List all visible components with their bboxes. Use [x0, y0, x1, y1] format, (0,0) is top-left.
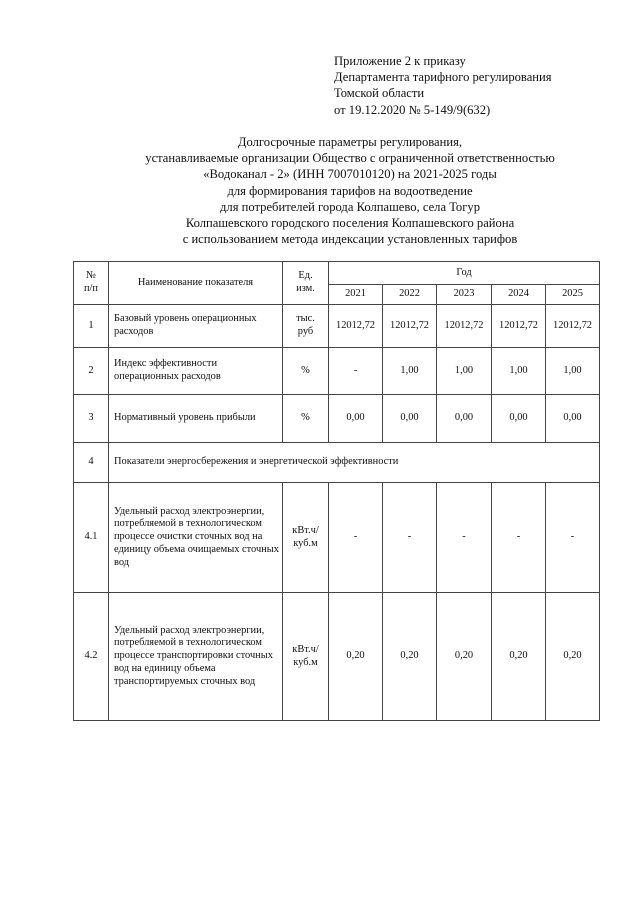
value-cell: 12012,72	[492, 305, 546, 348]
value-cell: -	[329, 348, 383, 395]
row-name: Нормативный уровень прибыли	[109, 395, 283, 443]
value-cell: 1,00	[383, 348, 437, 395]
value-cell: 0,20	[383, 593, 437, 721]
header-name-cell: Наименование показателя	[109, 262, 283, 305]
row-name: Базовый уровень операционных расходов	[109, 305, 283, 348]
value-cell: -	[329, 483, 383, 593]
value-cell: -	[546, 483, 600, 593]
header-line: Приложение 2 к приказу	[334, 54, 466, 68]
title-line: для формирования тарифов на водоотведение	[227, 183, 473, 198]
year-2022: 2022	[383, 285, 437, 305]
row-name: Индекс эффективности операционных расходов	[109, 348, 283, 395]
value-cell: 12012,72	[437, 305, 492, 348]
value-cell: 12012,72	[383, 305, 437, 348]
value-cell: 0,00	[546, 395, 600, 443]
header-num-line1: №	[86, 270, 96, 282]
row-num: 2	[74, 348, 109, 395]
table-header-row	[74, 262, 600, 285]
order-appendix-header	[334, 53, 552, 118]
row-num: 4.2	[74, 593, 109, 721]
value-cell: 1,00	[546, 348, 600, 395]
table-row	[74, 305, 600, 348]
row-unit-line2: руб	[297, 326, 314, 337]
row-unit	[283, 483, 329, 593]
value-cell: 1,00	[492, 348, 546, 395]
row-unit-line1: кВт.ч/	[292, 524, 319, 536]
row-name: Удельный расход электроэнергии, потребляемой в технологическом процессе очистки сточных вод на единицу объема очищаемых сточных вод	[109, 483, 283, 593]
value-cell: 0,20	[329, 593, 383, 721]
year-2021: 2021	[329, 285, 383, 305]
table-row	[74, 348, 600, 395]
row-unit: %	[283, 395, 329, 443]
row-unit-line1: тыс.	[296, 313, 315, 325]
row-unit	[283, 305, 329, 348]
title-line: «Водоканал - 2» (ИНН 7007010120) на 2021-2025 годы	[203, 167, 497, 182]
section-title: Показатели энергосбережения и энергетической эффективности	[109, 443, 600, 483]
value-cell: 0,00	[492, 395, 546, 443]
value-cell: 0,20	[437, 593, 492, 721]
document-title	[60, 134, 640, 247]
table-row	[74, 395, 600, 443]
header-num-cell	[74, 262, 109, 305]
value-cell: 12012,72	[546, 305, 600, 348]
title-line: с использованием метода индексации установленных тарифов	[182, 232, 518, 247]
header-year-cell: Год	[329, 262, 600, 285]
row-num: 3	[74, 395, 109, 443]
table-row	[74, 593, 600, 721]
title-line: устанавливаемые организации Общество с ограниченной ответственностью	[145, 151, 555, 166]
value-cell: 0,00	[383, 395, 437, 443]
value-cell: -	[383, 483, 437, 593]
value-cell: -	[437, 483, 492, 593]
row-unit-line2: куб.м	[293, 537, 318, 549]
row-num: 4.1	[74, 483, 109, 593]
row-num: 1	[74, 305, 109, 348]
table-section-row	[74, 443, 600, 483]
header-line: Департамента тарифного регулирования	[334, 70, 552, 85]
title-line: Долгосрочные параметры регулирования,	[237, 135, 463, 149]
value-cell: 1,00	[437, 348, 492, 395]
value-cell: 0,20	[492, 593, 546, 721]
year-2023: 2023	[437, 285, 492, 305]
header-num-line2: п/п	[83, 283, 98, 294]
value-cell: 0,00	[437, 395, 492, 443]
title-line: Колпашевского городского поселения Колпашевского района	[185, 216, 515, 231]
title-line: для потребителей города Колпашево, села Тогур	[220, 199, 480, 214]
row-unit	[283, 593, 329, 721]
parameters-table	[73, 261, 600, 721]
header-line: Томской области	[334, 86, 425, 101]
year-2024: 2024	[492, 285, 546, 305]
table-row	[74, 483, 600, 593]
row-name: Удельный расход электроэнергии, потребляемой в технологическом процессе транспортировки сточных вод на единицу объема транспортируемых сточных вод	[109, 593, 283, 721]
row-unit-line1: кВт.ч/	[292, 643, 319, 655]
value-cell: 12012,72	[329, 305, 383, 348]
row-unit-line2: куб.м	[293, 656, 318, 668]
header-line: от 19.12.2020 № 5-149/9(632)	[334, 102, 491, 117]
value-cell: 0,20	[546, 593, 600, 721]
row-unit: %	[283, 348, 329, 395]
header-unit-line2: изм.	[296, 283, 315, 294]
value-cell: 0,00	[329, 395, 383, 443]
header-unit-line1: Ед.	[298, 270, 313, 282]
header-unit-cell	[283, 262, 329, 305]
row-num: 4	[74, 443, 109, 483]
value-cell: -	[492, 483, 546, 593]
year-2025: 2025	[546, 285, 600, 305]
